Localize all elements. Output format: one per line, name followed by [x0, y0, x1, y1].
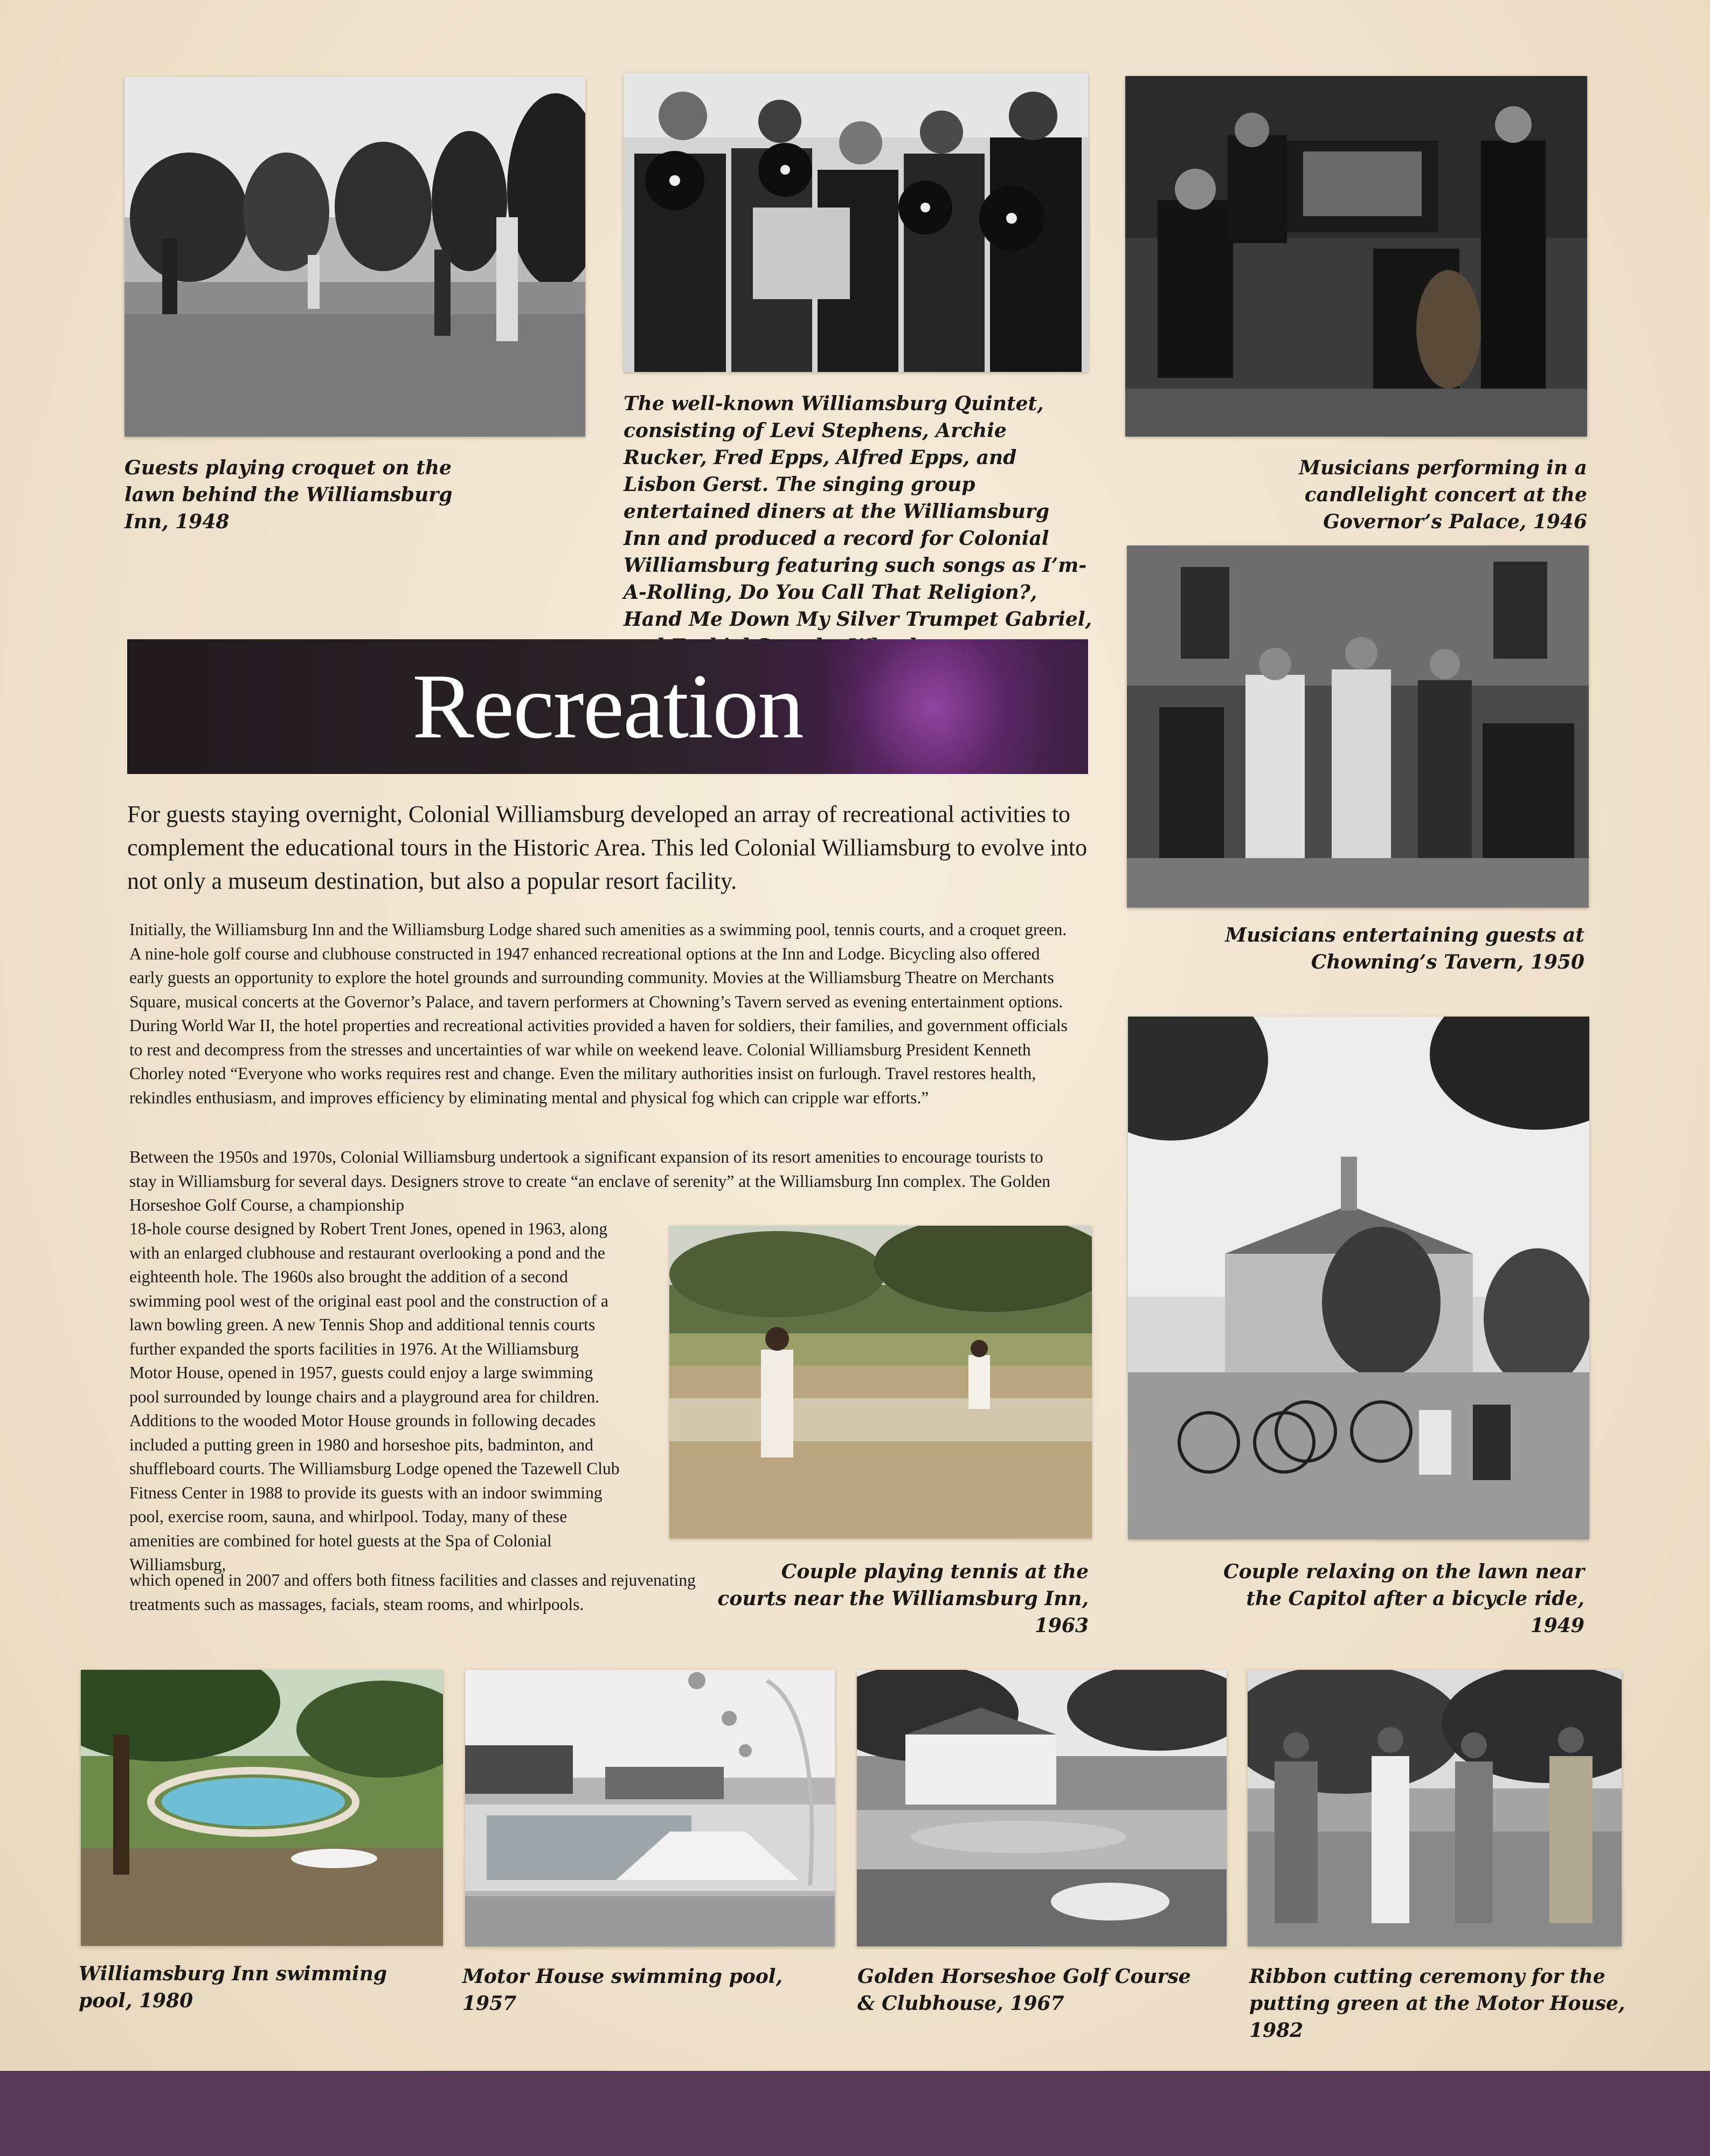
page-title: Recreation — [412, 655, 803, 758]
photo-motor-house-pool — [465, 1670, 835, 1946]
photo-chownings-tavern — [1127, 545, 1589, 908]
photo-tennis — [669, 1226, 1092, 1538]
caption-croquet: Guests playing croquet on the lawn behind the Williamsburg Inn, 1948 — [124, 457, 453, 533]
caption-bicycle-capitol: Couple relaxing on the lawn near the Capitol after a bicycle ride, 1949 — [1223, 1560, 1584, 1637]
caption-golf-clubhouse: Golden Horseshoe Golf Course & Clubhouse, 1967 — [857, 1965, 1191, 2015]
photo-bicycle-capitol — [1128, 1017, 1589, 1539]
caption-tennis: Couple playing tennis at the courts near the Williamsburg Inn, 1963 — [717, 1560, 1089, 1637]
body-paragraph-2-top: Between the 1950s and 1970s, Colonial Williamsburg undertook a significant expansion of its resort amenities to encourage tourists to stay in Williamsburg for several days. Designers strove to create “an enclave of serenity” at the Williamsburg Inn complex. The Golden Horseshoe Golf Course, a championship — [129, 1148, 1051, 1214]
photo-croquet — [124, 77, 585, 437]
caption-quintet: The well-known Williamsburg Quintet, consisting of Levi Stephens, Archie Rucker, Fred Epps, Alfred Epps, and Lisbon Gerst. The singing group entertained diners at the Williamsburg Inn and produced a record for Colonial Williamsburg featuring such songs as I’m-A-Rolling, Do You Call That Religion?, Hand Me Down My Silver Trumpet Gabriel, — [624, 392, 1092, 631]
caption-motor-house-pool: Motor House swimming pool, 1957 — [462, 1965, 783, 2015]
photo-candlelight-concert — [1125, 76, 1587, 437]
body-paragraph-2-wrap: 18-hole course designed by Robert Trent Jones, opened in 1963, along with an enlarged clubhouse and restaurant overlooking a pond and the eighteenth hole. The 1960s also brought the addition of a second swimming pool west of the original east pool and the construction of a lawn bowling green. A new Tennis Shop and additional tennis courts further expanded the sports facilities in 1976. At the Williamsburg Motor House, opened in 1957, guests could enjoy a large swimming pool surrounded by lounge chairs and a playground area for children. Additions to the wooded Motor House grounds in following decades included a putting green in 1980 and horseshoe pits, badminton, and shuffleboard courts. The Williamsburg Lodge opened the Tazewell Club Fitness Center in 1988 to provide its guests with an indoor swimming pool, exercise room, sauna, and whirlpool. Today, many of these amenities are combined for hotel guests at the Spa of Colonial Williamsburg, — [129, 1219, 620, 1574]
photo-quintet — [624, 73, 1088, 372]
caption-inn-pool: Williamsburg Inn swimming pool, 1980 — [79, 1962, 387, 2012]
caption-ribbon-cutting: Ribbon cutting ceremony for the putting green at the Motor House, 1982 — [1249, 1965, 1625, 2042]
body-paragraph-1: Initially, the Williamsburg Inn and the Williamsburg Lodge shared such amenities as a swimming pool, tennis courts, and a croquet green. A nine-hole golf course and clubhouse constructed in 1947 enhanced recreational options at the Inn and Lodge. Bicycling also offered early guests an opportunity to explore the hotel grounds and surrounding community. Movies at the Williamsburg Theatre on Merchants Square, musical concerts at the Governor’s Palace, and tavern performers at Chowning’s Tavern served as evening entertainment options. During World War II, the hotel properties and recreational activities provided a haven for soldiers, their families, and government officials to rest and decompress from the stresses and uncertainties of war while on weekend leave. Colonial Williamsburg President Kenneth Chorley noted “Everyone who works requires rest and change. Even the military authorities insist on furlough. Travel restores health, rekindles enthusiasm, and improves efficiency by eliminating mental and physical fog which can cripple war efforts.” — [129, 920, 1068, 1107]
photo-golf-clubhouse — [857, 1670, 1227, 1946]
footer-bar — [0, 2071, 1710, 2156]
caption-candlelight-concert: Musicians performing in a candlelight concert at the Governor’s Palace, 1946 — [1299, 457, 1587, 533]
caption-chownings-tavern: Musicians entertaining guests at Chowning’s Tavern, 1950 — [1225, 924, 1584, 973]
photo-inn-pool — [81, 1670, 443, 1946]
title-banner — [127, 639, 1088, 774]
photo-ribbon-cutting — [1248, 1670, 1622, 1946]
body-paragraph-2-end: which opened in 2007 and offers both fitness facilities and classes and rejuvenating treatments such as massages, facials, steam rooms, and whirlpools. — [129, 1571, 696, 1614]
intro-text: For guests staying overnight, Colonial Williamsburg developed an array of recreational activities to complement the educational tours in the Historic Area. This led Colonial Williamsburg to evolve into not only a museum destination, but also a popular resort facility. — [127, 801, 1088, 894]
